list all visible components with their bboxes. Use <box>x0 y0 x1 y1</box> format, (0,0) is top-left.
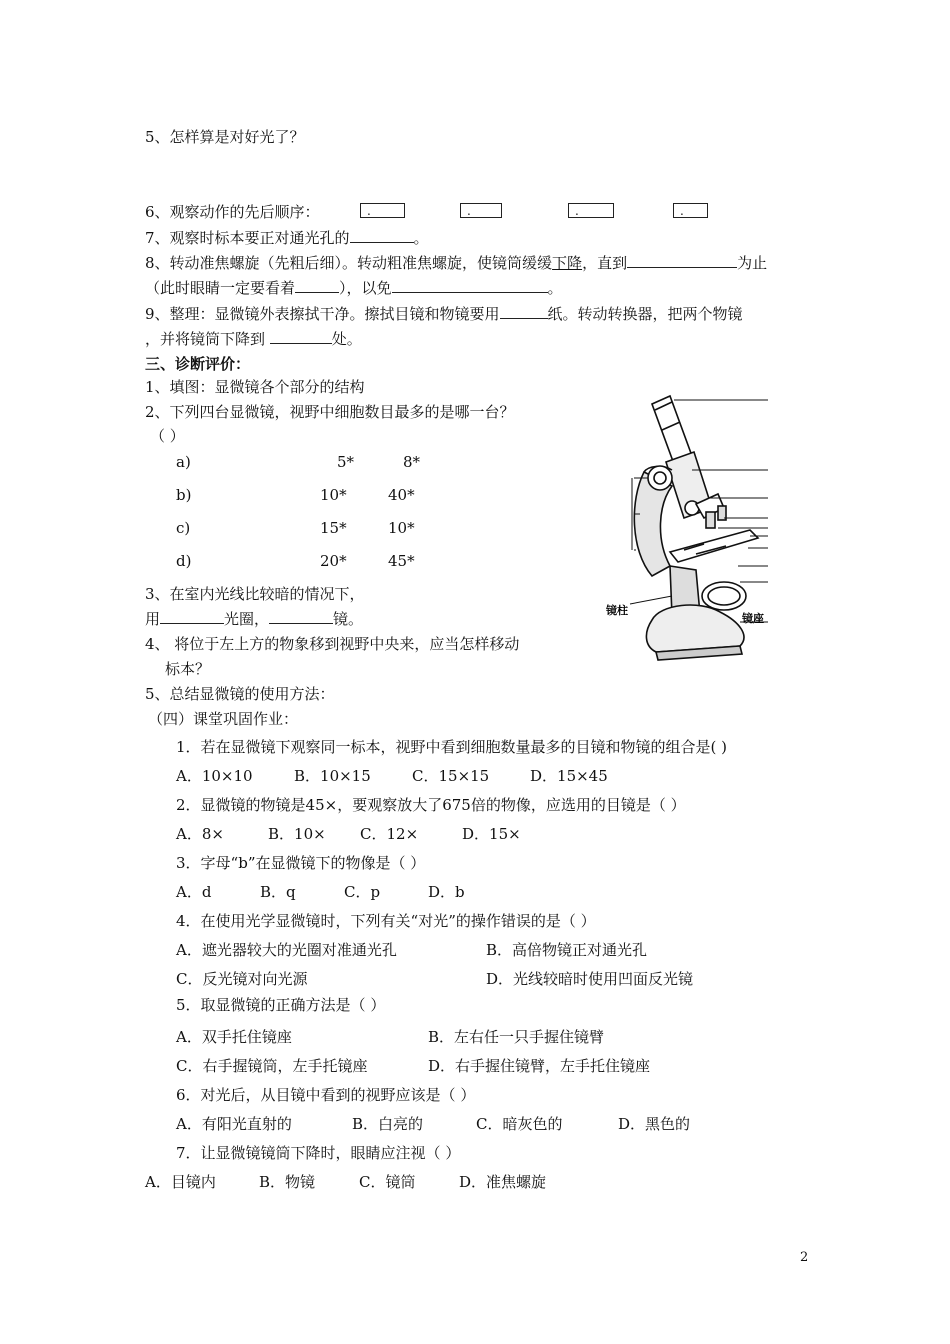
option-a: A．目镜内 <box>145 1173 216 1191</box>
s3-item-2-paren: （ ） <box>150 427 185 445</box>
option-c: C．p <box>344 883 381 901</box>
s4-question-4: 4．在使用光学显微镜时，下列有关“对光”的操作错误的是（ ） <box>176 912 596 930</box>
option-row-eyepiece: 10* <box>320 486 347 504</box>
option-a: A．d <box>176 883 212 901</box>
option-d: D．b <box>428 883 465 901</box>
question-8-cont: （此时眼睛一定要看着 ），以免 。 <box>145 279 563 297</box>
option-b: B．物镜 <box>259 1173 316 1191</box>
s3-item-5: 5、总结显微镜的使用方法： <box>145 685 335 703</box>
s4-options-4b <box>176 969 693 989</box>
s4-options-3 <box>176 882 465 902</box>
s4-options-2 <box>176 824 521 844</box>
option-d: D．15× <box>462 825 521 843</box>
option-row-objective: 8* <box>403 453 421 471</box>
option-a: A．双手托住镜座 <box>176 1028 292 1046</box>
question-5: 5、怎样算是对好光了？ <box>145 128 305 146</box>
s4-options-7 <box>145 1172 546 1192</box>
order-box-1: . <box>360 203 405 218</box>
option-d: D．右手握住镜臂，左手托住镜座 <box>428 1057 651 1075</box>
option-c: C．15×15 <box>412 767 490 785</box>
question-9-cont: ，并将镜筒下降到 处。 <box>145 330 362 348</box>
option-b: B．10× <box>268 825 326 843</box>
s4-options-6 <box>176 1114 690 1134</box>
question-8: 8、转动准焦螺旋（先粗后细）。转动粗准焦螺旋，使镜筒缓缓下降，直到 为止 <box>145 254 768 272</box>
question-9: 9、整理：显微镜外表擦拭干净。擦拭目镜和物镜要用 纸。转动转换器，把两个物镜 <box>145 305 743 323</box>
s4-options-4a <box>176 940 647 960</box>
s4-options-5b <box>176 1056 650 1076</box>
s4-options-5a <box>176 1027 604 1047</box>
s3-item-1: 1、填图：显微镜各个部分的结构 <box>145 378 365 396</box>
s4-options-1 <box>176 766 608 786</box>
order-box-2: . <box>460 203 502 218</box>
s4-question-1: 1．若在显微镜下观察同一标本，视野中看到细胞数量最多的目镜和物镜的组合是( ) <box>176 738 728 756</box>
s4-question-3: 3．字母“b”在显微镜下的物像是（ ） <box>176 854 426 872</box>
s4-question-6: 6．对光后，从目镜中看到的视野应该是（ ） <box>176 1086 476 1104</box>
s3-item-4-cont: 标本？ <box>165 660 211 678</box>
option-row-label: d) <box>176 552 192 570</box>
option-b: B．左右任一只手握住镜臂 <box>428 1028 605 1046</box>
s4-question-5: 5．取显微镜的正确方法是（ ） <box>176 996 386 1014</box>
s4-question-7: 7．让显微镜镜筒下降时，眼睛应注视（ ） <box>176 1144 461 1162</box>
option-c: C．暗灰色的 <box>476 1115 563 1133</box>
option-b: B．10×15 <box>294 767 371 785</box>
option-d: D．准焦螺旋 <box>459 1173 547 1191</box>
section-3-heading: 三、诊断评价： <box>145 355 251 373</box>
option-row-objective: 10* <box>388 519 415 537</box>
option-row-label: a) <box>176 453 191 471</box>
section-4-heading: （四）课堂巩固作业： <box>148 710 299 728</box>
s3-item-2: 2、下列四台显微镜，视野中细胞数目最多的是哪一台？ <box>145 403 515 421</box>
s4-question-2: 2．显微镜的物镜是45×，要观察放大了675倍的物像，应选用的目镜是（ ） <box>176 796 686 814</box>
option-row-label: b) <box>176 486 192 504</box>
option-row-objective: 45* <box>388 552 415 570</box>
option-row-objective: 40* <box>388 486 415 504</box>
option-c: C．12× <box>360 825 419 843</box>
option-d: D．光线较暗时使用凹面反光镜 <box>486 970 694 988</box>
order-box-4: . <box>673 203 708 218</box>
option-c: C．右手握镜筒，左手托镜座 <box>176 1057 368 1075</box>
order-box-3: . <box>568 203 614 218</box>
question-6: 6、观察动作的先后顺序： <box>145 203 320 221</box>
option-a: A．有阳光直射的 <box>176 1115 292 1133</box>
option-row-eyepiece: 15* <box>320 519 347 537</box>
option-c: C．反光镜对向光源 <box>176 970 308 988</box>
microscope-diagram <box>600 390 772 670</box>
option-row-eyepiece: 5* <box>337 453 355 471</box>
option-b: B．q <box>260 883 296 901</box>
option-a: A．8× <box>176 825 224 843</box>
page-number: 2 <box>800 1250 809 1265</box>
option-b: B．高倍物镜正对通光孔 <box>486 941 648 959</box>
option-d: D．15×45 <box>530 767 608 785</box>
label-base: 镜座 <box>742 612 764 625</box>
option-b: B．白亮的 <box>352 1115 424 1133</box>
option-a: A．遮光器较大的光圈对准通光孔 <box>176 941 397 959</box>
option-c: C．镜筒 <box>359 1173 416 1191</box>
option-d: D．黑色的 <box>618 1115 691 1133</box>
option-a: A．10×10 <box>176 767 253 785</box>
s3-item-4: 4、 将位于左上方的物象移到视野中央来，应当怎样移动 <box>145 635 520 653</box>
label-pillar: 镜柱 <box>606 604 628 617</box>
s3-item-3: 3、在室内光线比较暗的情况下， <box>145 585 365 603</box>
s3-item-3-cont: 用 光圈， 镜。 <box>145 610 364 628</box>
question-7: 7、观察时标本要正对通光孔的 。 <box>145 229 429 247</box>
option-row-label: c) <box>176 519 191 537</box>
option-row-eyepiece: 20* <box>320 552 347 570</box>
